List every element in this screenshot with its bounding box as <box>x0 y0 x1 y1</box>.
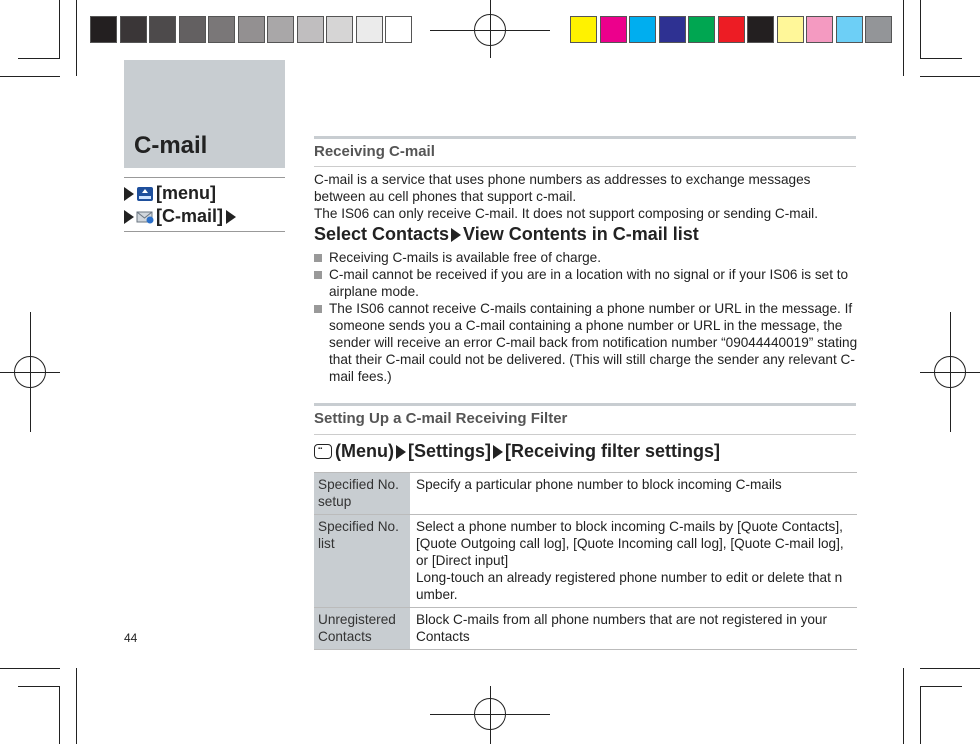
nav-rule-top <box>124 177 285 178</box>
color-swatch <box>806 16 833 43</box>
filter-path <box>314 441 720 462</box>
gray-swatch <box>385 16 412 43</box>
menu-app-icon <box>136 186 154 202</box>
gray-swatch <box>90 16 117 43</box>
color-bar <box>570 16 895 43</box>
nav-menu-label: [menu] <box>156 183 216 203</box>
chapter-tab <box>124 60 285 168</box>
gray-swatch <box>326 16 353 43</box>
color-swatch <box>718 16 745 43</box>
arrow-right-icon <box>124 210 134 224</box>
bullet-square-icon <box>314 305 322 313</box>
path-step-select-contacts: Select Contacts <box>314 224 450 244</box>
arrow-right-icon <box>226 210 236 224</box>
color-swatch <box>865 16 892 43</box>
section-rule <box>314 434 856 435</box>
setting-name: Specified No. list <box>314 515 410 608</box>
bullet-item: C-mail cannot be received if you are in a location with no signal or if your IS06 is set to airplane mode. <box>314 266 859 300</box>
gray-swatch <box>179 16 206 43</box>
setting-description: Block C-mails from all phone numbers that are not registered in your Contacts <box>410 608 857 650</box>
table-row <box>314 515 857 608</box>
path-step-menu: (Menu) <box>335 441 394 461</box>
path-step-receiving-filter: [Receiving filter settings] <box>504 441 721 461</box>
color-swatch <box>659 16 686 43</box>
setting-name: Specified No. setup <box>314 473 410 515</box>
color-swatch <box>570 16 597 43</box>
nav-step-menu <box>124 183 216 204</box>
receiving-path <box>314 224 699 245</box>
bullet-square-icon <box>314 271 322 279</box>
section-rule <box>314 166 856 167</box>
filter-settings-table <box>314 472 857 650</box>
path-step-view-contents: View Contents in C-mail list <box>463 224 699 244</box>
color-swatch <box>600 16 627 43</box>
page-number: 44 <box>124 631 138 645</box>
section-heading-receiving: Receiving C-mail <box>314 136 856 166</box>
table-row <box>314 608 857 650</box>
table-row <box>314 473 857 515</box>
arrow-right-icon <box>493 445 503 459</box>
color-swatch <box>629 16 656 43</box>
color-swatch <box>688 16 715 43</box>
section-heading-filter: Setting Up a C-mail Receiving Filter <box>314 403 856 434</box>
bullet-square-icon <box>314 254 322 262</box>
chapter-title: C-mail <box>134 132 208 159</box>
bullet-item: The IS06 cannot receive C-mails containing a phone number or URL in the message. If someone sends you a C-mail containing a phone number or URL in the message, the sender will receive an error C-mail back from notification number “09044440019” stating that their C-mail could not be delivered. (This will still charge the sender any relevant C-mail fees.) <box>314 300 859 385</box>
arrow-right-icon <box>124 187 134 201</box>
gray-swatch <box>238 16 265 43</box>
gray-swatch <box>149 16 176 43</box>
nav-cmail-label: [C-mail] <box>156 206 223 226</box>
gray-swatch <box>356 16 383 43</box>
cmail-envelope-icon <box>136 209 154 225</box>
path-step-settings: [Settings] <box>407 441 491 461</box>
grayscale-bar <box>90 16 415 43</box>
setting-description: Specify a particular phone number to block incoming C-mails <box>410 473 857 515</box>
color-swatch <box>836 16 863 43</box>
arrow-right-icon <box>396 445 406 459</box>
setting-description: Select a phone number to block incoming C-mails by [Quote Contacts], [Quote Outgoing call log], [Quote Incoming call log], [Quote C-mail log], or [Direct input] Long-touch an already registered phone number to edit or delete that n umber. <box>410 515 857 608</box>
gray-swatch <box>120 16 147 43</box>
bullet-item: Receiving C-mails is available free of charge. <box>314 249 859 266</box>
nav-rule-bottom <box>124 231 285 232</box>
gray-swatch <box>208 16 235 43</box>
setting-name: Unregistered Contacts <box>314 608 410 650</box>
menu-key-icon <box>314 444 332 459</box>
color-swatch <box>777 16 804 43</box>
gray-swatch <box>297 16 324 43</box>
gray-swatch <box>267 16 294 43</box>
arrow-right-icon <box>451 228 461 242</box>
intro-paragraph-2: The IS06 can only receive C-mail. It does not support composing or sending C-mail. <box>314 206 818 221</box>
intro-paragraph-1: C-mail is a service that uses phone numbers as addresses to exchange messages between au cell phones that support c-mail. <box>314 172 811 204</box>
color-swatch <box>747 16 774 43</box>
nav-step-cmail <box>124 206 238 227</box>
